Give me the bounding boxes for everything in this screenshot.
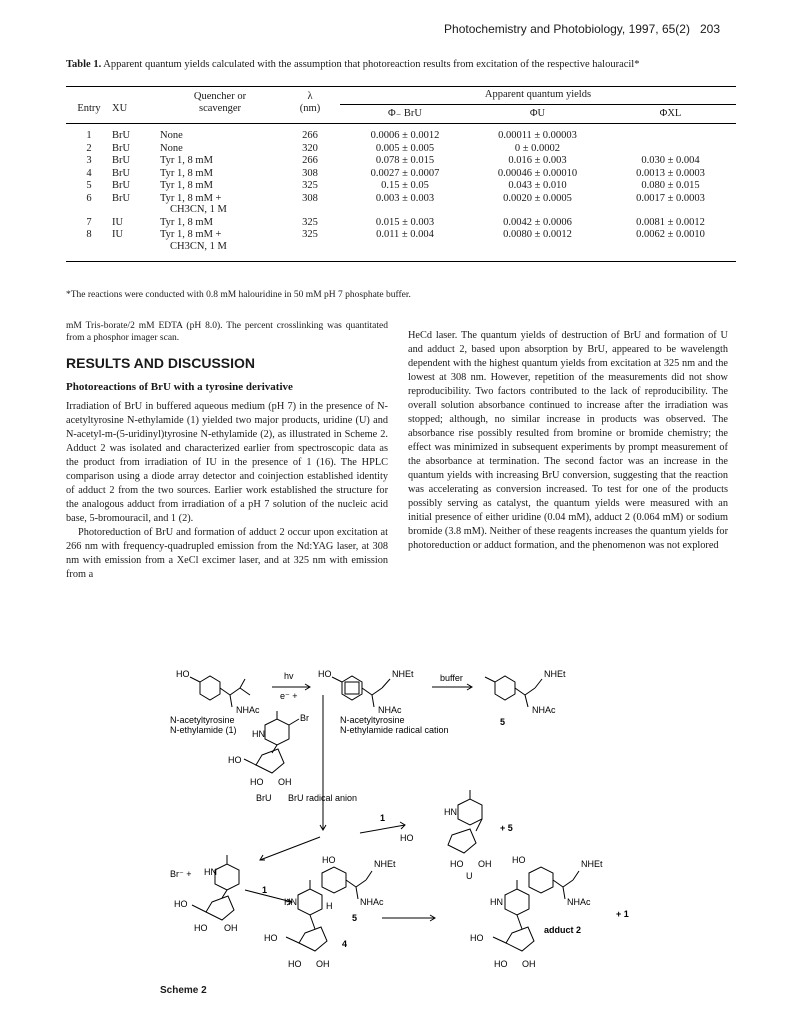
cell-xu: BrU xyxy=(112,180,131,191)
cell-phi-xl: 0.030 ± 0.004 xyxy=(641,155,700,166)
label-hn: HN xyxy=(204,867,217,877)
cell-lambda: 320 xyxy=(302,142,318,154)
label-oh: OH xyxy=(478,859,492,869)
cell-phi-u: 0 ± 0.0002 xyxy=(514,142,561,154)
header-group: Apparent quantum yields xyxy=(340,87,736,105)
header-lambda xyxy=(280,87,340,124)
label-nhac: NHAc xyxy=(360,897,384,907)
table-body xyxy=(66,130,736,253)
label-brminus: Br⁻ + xyxy=(170,869,192,879)
table-row xyxy=(66,168,736,181)
label-ho: HO xyxy=(512,855,526,865)
label-cation-name1: N-acetyltyrosine xyxy=(340,715,405,725)
header-entry: Entry xyxy=(77,103,101,114)
benzene-ring xyxy=(200,676,220,700)
label-tyr-name2: N-ethylamide (1) xyxy=(170,725,237,735)
label-hn: HN xyxy=(444,807,457,817)
label-reagent-1: 1 xyxy=(380,813,386,823)
cell-quencher-line1: None xyxy=(160,142,183,154)
label-ho: HO xyxy=(250,777,264,787)
methods-tail: mM Tris-borate/2 mM EDTA (pH 8.0). The percent crosslinking was quantitated from a phosphor imager scan. xyxy=(66,321,388,343)
label-nhet: NHEt xyxy=(581,859,603,869)
label-tyr-name1: N-acetyltyrosine xyxy=(170,715,235,725)
cell-quencher-line1: Tyr 1, 8 mM + xyxy=(160,229,222,240)
label-oh: OH xyxy=(316,959,330,969)
left-column xyxy=(66,320,388,582)
label-cation-name2: N-ethylamide radical cation xyxy=(340,725,449,735)
cell-phi-bru: 0.003 ± 0.003 xyxy=(375,192,435,204)
table-row xyxy=(66,217,736,230)
header-xu: XU xyxy=(112,103,128,114)
cell-quencher-line1: Tyr 1, 8 mM xyxy=(160,167,213,179)
label-ho: HO xyxy=(322,855,336,865)
cell-phi-xl xyxy=(605,143,736,156)
cell-phi-bru: 0.078 ± 0.015 xyxy=(375,155,435,166)
cell-quencher xyxy=(160,229,280,253)
cell-xu: IU xyxy=(112,216,124,228)
cell-phi-bru: 0.15 ± 0.05 xyxy=(381,180,429,191)
label-nhet: NHEt xyxy=(392,669,414,679)
header-phi-bru: Φ₋ BrU xyxy=(388,107,422,119)
label-ho: HO xyxy=(194,923,208,933)
cell-phi-xl xyxy=(605,130,736,143)
label-nhet: NHEt xyxy=(544,669,566,679)
label-plus-1: + 1 xyxy=(616,909,629,919)
table-1 xyxy=(66,86,736,262)
header-quencher-line2: scavenger xyxy=(199,102,241,114)
label-plus-5: + 5 xyxy=(500,823,513,833)
label-ho: HO xyxy=(174,899,188,909)
cell-lambda: 266 xyxy=(302,130,318,141)
table-row xyxy=(66,143,736,156)
label-ho: HO xyxy=(450,859,464,869)
cell-xu: BrU xyxy=(112,130,131,141)
cell-phi-u: 0.0080 ± 0.0012 xyxy=(503,229,572,240)
table-row xyxy=(66,180,736,193)
cell-phi-u: 0.0020 ± 0.0005 xyxy=(503,192,572,204)
label-ho: HO xyxy=(470,933,484,943)
header-phi-u: ΦU xyxy=(529,107,546,119)
label-hn: HN xyxy=(284,897,297,907)
header-lambda-line2: (nm) xyxy=(299,102,321,114)
cell-phi-u: 0.0042 ± 0.0006 xyxy=(503,216,572,228)
cell-xu: IU xyxy=(112,229,124,240)
cell-lambda: 308 xyxy=(302,192,318,204)
cell-lambda: 308 xyxy=(302,167,318,179)
quantum-yield-table xyxy=(66,86,736,262)
cell-quencher-line2: CH3CN, 1 M xyxy=(170,240,227,252)
cell-quencher xyxy=(160,180,280,193)
header-lambda-line1: λ xyxy=(307,91,313,102)
label-buffer: buffer xyxy=(440,673,463,683)
label-oh: OH xyxy=(522,959,536,969)
label-ho: HO xyxy=(228,755,242,765)
table-row xyxy=(66,130,736,143)
label-compound-4: 4 xyxy=(342,939,348,949)
cell-entry: 1 xyxy=(86,130,92,141)
cell-quencher xyxy=(160,155,280,168)
cell-phi-xl: 0.0062 ± 0.0010 xyxy=(636,229,705,240)
table-caption xyxy=(66,58,736,71)
label-nhet: NHEt xyxy=(374,859,396,869)
paragraph: HeCd laser. The quantum yields of destruction of BrU and formation of U and adduct 2, based upon absorption by BrU, appeared to be wavelength dependent with the highest quantum yields from excitation at 325 nm and the lowest at 308 nm. However, repetition of the measurements did not show reproducibility. Two factors contributed to the lack of reproducibility. The overall solution absorbance continued to increase after the irradiation was stopped; although, no similar increase in products was observed. The absorbance rise possibly resulted from bromine or bromide chemistry; the effect was minimized in subsequent experiments by prompt measurement of the absorbance at termination. The second factor was an increase in the quantum yields with increasing BrU conversion, suggesting that the reaction was accelerating as conversion increased. To test for one of the products possibly serving as catalyst, the quantum yields were measured with an initial presence of either uridine (0.04 mM), adduct 2 (0.064 mM) or sodium bromide (3.8 mM). Neither of these reagents increases the quantum yields for photoreduction or adduct formation, and the phenomenon was not explored xyxy=(408,330,728,551)
label-oh: OH xyxy=(278,777,292,787)
label-nhac: NHAc xyxy=(236,705,260,715)
section-heading: RESULTS AND DISCUSSION xyxy=(66,355,256,371)
cell-phi-bru: 0.015 ± 0.003 xyxy=(375,216,435,228)
cell-entry: 2 xyxy=(86,142,92,154)
cell-phi-xl: 0.080 ± 0.015 xyxy=(641,180,700,191)
cell-xu: BrU xyxy=(112,155,131,166)
cell-entry: 8 xyxy=(86,229,92,240)
cell-quencher-line1: Tyr 1, 8 mM + xyxy=(160,192,222,204)
cell-phi-bru: 0.011 ± 0.004 xyxy=(376,229,434,240)
cell-phi-u: 0.043 ± 0.010 xyxy=(508,180,567,191)
table-label: Table 1. xyxy=(66,59,102,70)
cell-phi-xl: 0.0013 ± 0.0003 xyxy=(636,167,705,179)
page-number: 203 xyxy=(699,22,720,36)
cell-quencher-line2: CH3CN, 1 M xyxy=(170,204,227,215)
subsection-heading: Photoreactions of BrU with a tyrosine derivative xyxy=(66,381,293,393)
cell-xu: BrU xyxy=(112,142,131,154)
cell-phi-u: 0.00011 ± 0.00003 xyxy=(498,130,577,141)
cell-phi-bru: 0.005 ± 0.005 xyxy=(375,142,435,154)
label-bru: BrU xyxy=(256,793,272,803)
table-footnote: *The reactions were conducted with 0.8 mM halouridine in 50 mM pH 7 phosphate buffer. xyxy=(66,290,411,300)
cell-lambda: 325 xyxy=(302,229,318,240)
cell-xu: BrU xyxy=(112,167,131,179)
label-ho: HO xyxy=(176,669,190,679)
table-row xyxy=(66,229,736,253)
cell-phi-xl: 0.0017 ± 0.0003 xyxy=(636,192,705,204)
cell-quencher xyxy=(160,168,280,181)
scheme-2-diagram xyxy=(160,655,660,975)
label-h: H xyxy=(326,901,333,911)
cell-xu: BrU xyxy=(112,192,131,204)
cell-entry: 4 xyxy=(86,167,92,179)
label-u: U xyxy=(466,871,473,881)
label-oh: OH xyxy=(224,923,238,933)
label-nhac: NHAc xyxy=(567,897,591,907)
cell-quencher-line1: Tyr 1, 8 mM xyxy=(160,216,213,228)
cell-phi-bru: 0.0027 ± 0.0007 xyxy=(370,167,440,179)
label-ho: HO xyxy=(494,959,508,969)
paragraph: Irradiation of BrU in buffered aqueous medium (pH 7) in the presence of N-acetyltyrosine N-ethylamide (1) yielded two major products, uridine (U) and N-acetyl-m-(5-uridinyl)tyrosine N-ethylamide (2), as illustrated in Scheme 2. Adduct 2 was isolated and characterized earlier from spectroscopic data as the product from irradiation of IU in the presence of 1 (16). The HPLC comparison using a diode array detector and coinjection established identity of adduct 2 from the two sources. Earlier work established the structure for the analogous adduct from irradiation of a pH 7 solution of the nucleic acid base, 5-bromouracil, and 1 (2). xyxy=(66,401,388,524)
label-hn: HN xyxy=(252,729,265,739)
label-ho: HO xyxy=(264,933,278,943)
running-header xyxy=(444,22,720,36)
scheme-caption: Scheme 2 xyxy=(160,985,207,996)
label-hv: hv xyxy=(284,671,294,681)
cell-entry: 7 xyxy=(86,216,92,228)
cell-quencher-line1: Tyr 1, 8 mM xyxy=(160,180,213,191)
label-compound-5: 5 xyxy=(500,717,506,727)
label-ho: HO xyxy=(318,669,332,679)
table-row xyxy=(66,193,736,217)
header-quencher xyxy=(160,87,280,124)
cell-phi-xl: 0.0081 ± 0.0012 xyxy=(636,216,705,228)
cell-entry: 3 xyxy=(86,155,92,166)
cell-phi-bru: 0.0006 ± 0.0012 xyxy=(370,130,440,141)
label-nhac: NHAc xyxy=(532,705,556,715)
label-nhac: NHAc xyxy=(378,705,402,715)
cell-quencher xyxy=(160,217,280,230)
cell-lambda: 325 xyxy=(302,216,318,228)
header-phi-xl: ΦXL xyxy=(659,107,682,119)
cell-entry: 5 xyxy=(86,180,92,191)
table-row xyxy=(66,155,736,168)
cell-quencher xyxy=(160,143,280,156)
label-adduct-2: adduct 2 xyxy=(544,925,582,935)
cell-quencher-line1: None xyxy=(160,130,183,141)
cell-lambda: 325 xyxy=(302,180,318,191)
label-eminus: e⁻ + xyxy=(280,691,298,701)
label-reagent-5: 5 xyxy=(352,913,358,923)
cell-phi-u: 0.00046 ± 0.00010 xyxy=(497,167,578,179)
cell-lambda: 266 xyxy=(302,155,318,166)
right-column xyxy=(408,329,728,553)
label-br: Br xyxy=(300,713,309,723)
cell-quencher-line1: Tyr 1, 8 mM xyxy=(160,155,213,166)
cell-entry: 6 xyxy=(86,192,92,204)
cell-quencher xyxy=(160,130,280,143)
label-ho: HO xyxy=(400,833,414,843)
cell-quencher xyxy=(160,193,280,217)
header-quencher-line1: Quencher or xyxy=(193,91,247,102)
paragraph: Photoreduction of BrU and formation of adduct 2 occur upon excitation at 266 nm with frequency-quadrupled emission from the Nd:YAG laser, at 308 nm with emission from a XeCl excimer laser, and at 325 nm with emission from a xyxy=(66,527,388,580)
label-hn: HN xyxy=(490,897,503,907)
cell-phi-u: 0.016 ± 0.003 xyxy=(508,155,567,166)
label-reagent-1: 1 xyxy=(262,885,268,895)
label-anion: BrU radical anion xyxy=(288,793,358,803)
table-caption-text: Apparent quantum yields calculated with the assumption that photoreaction results from excitation of the respective halouracil* xyxy=(103,59,640,70)
label-ho: HO xyxy=(288,959,302,969)
journal-citation: Photochemistry and Photobiology, 1997, 65(2) xyxy=(444,22,690,36)
